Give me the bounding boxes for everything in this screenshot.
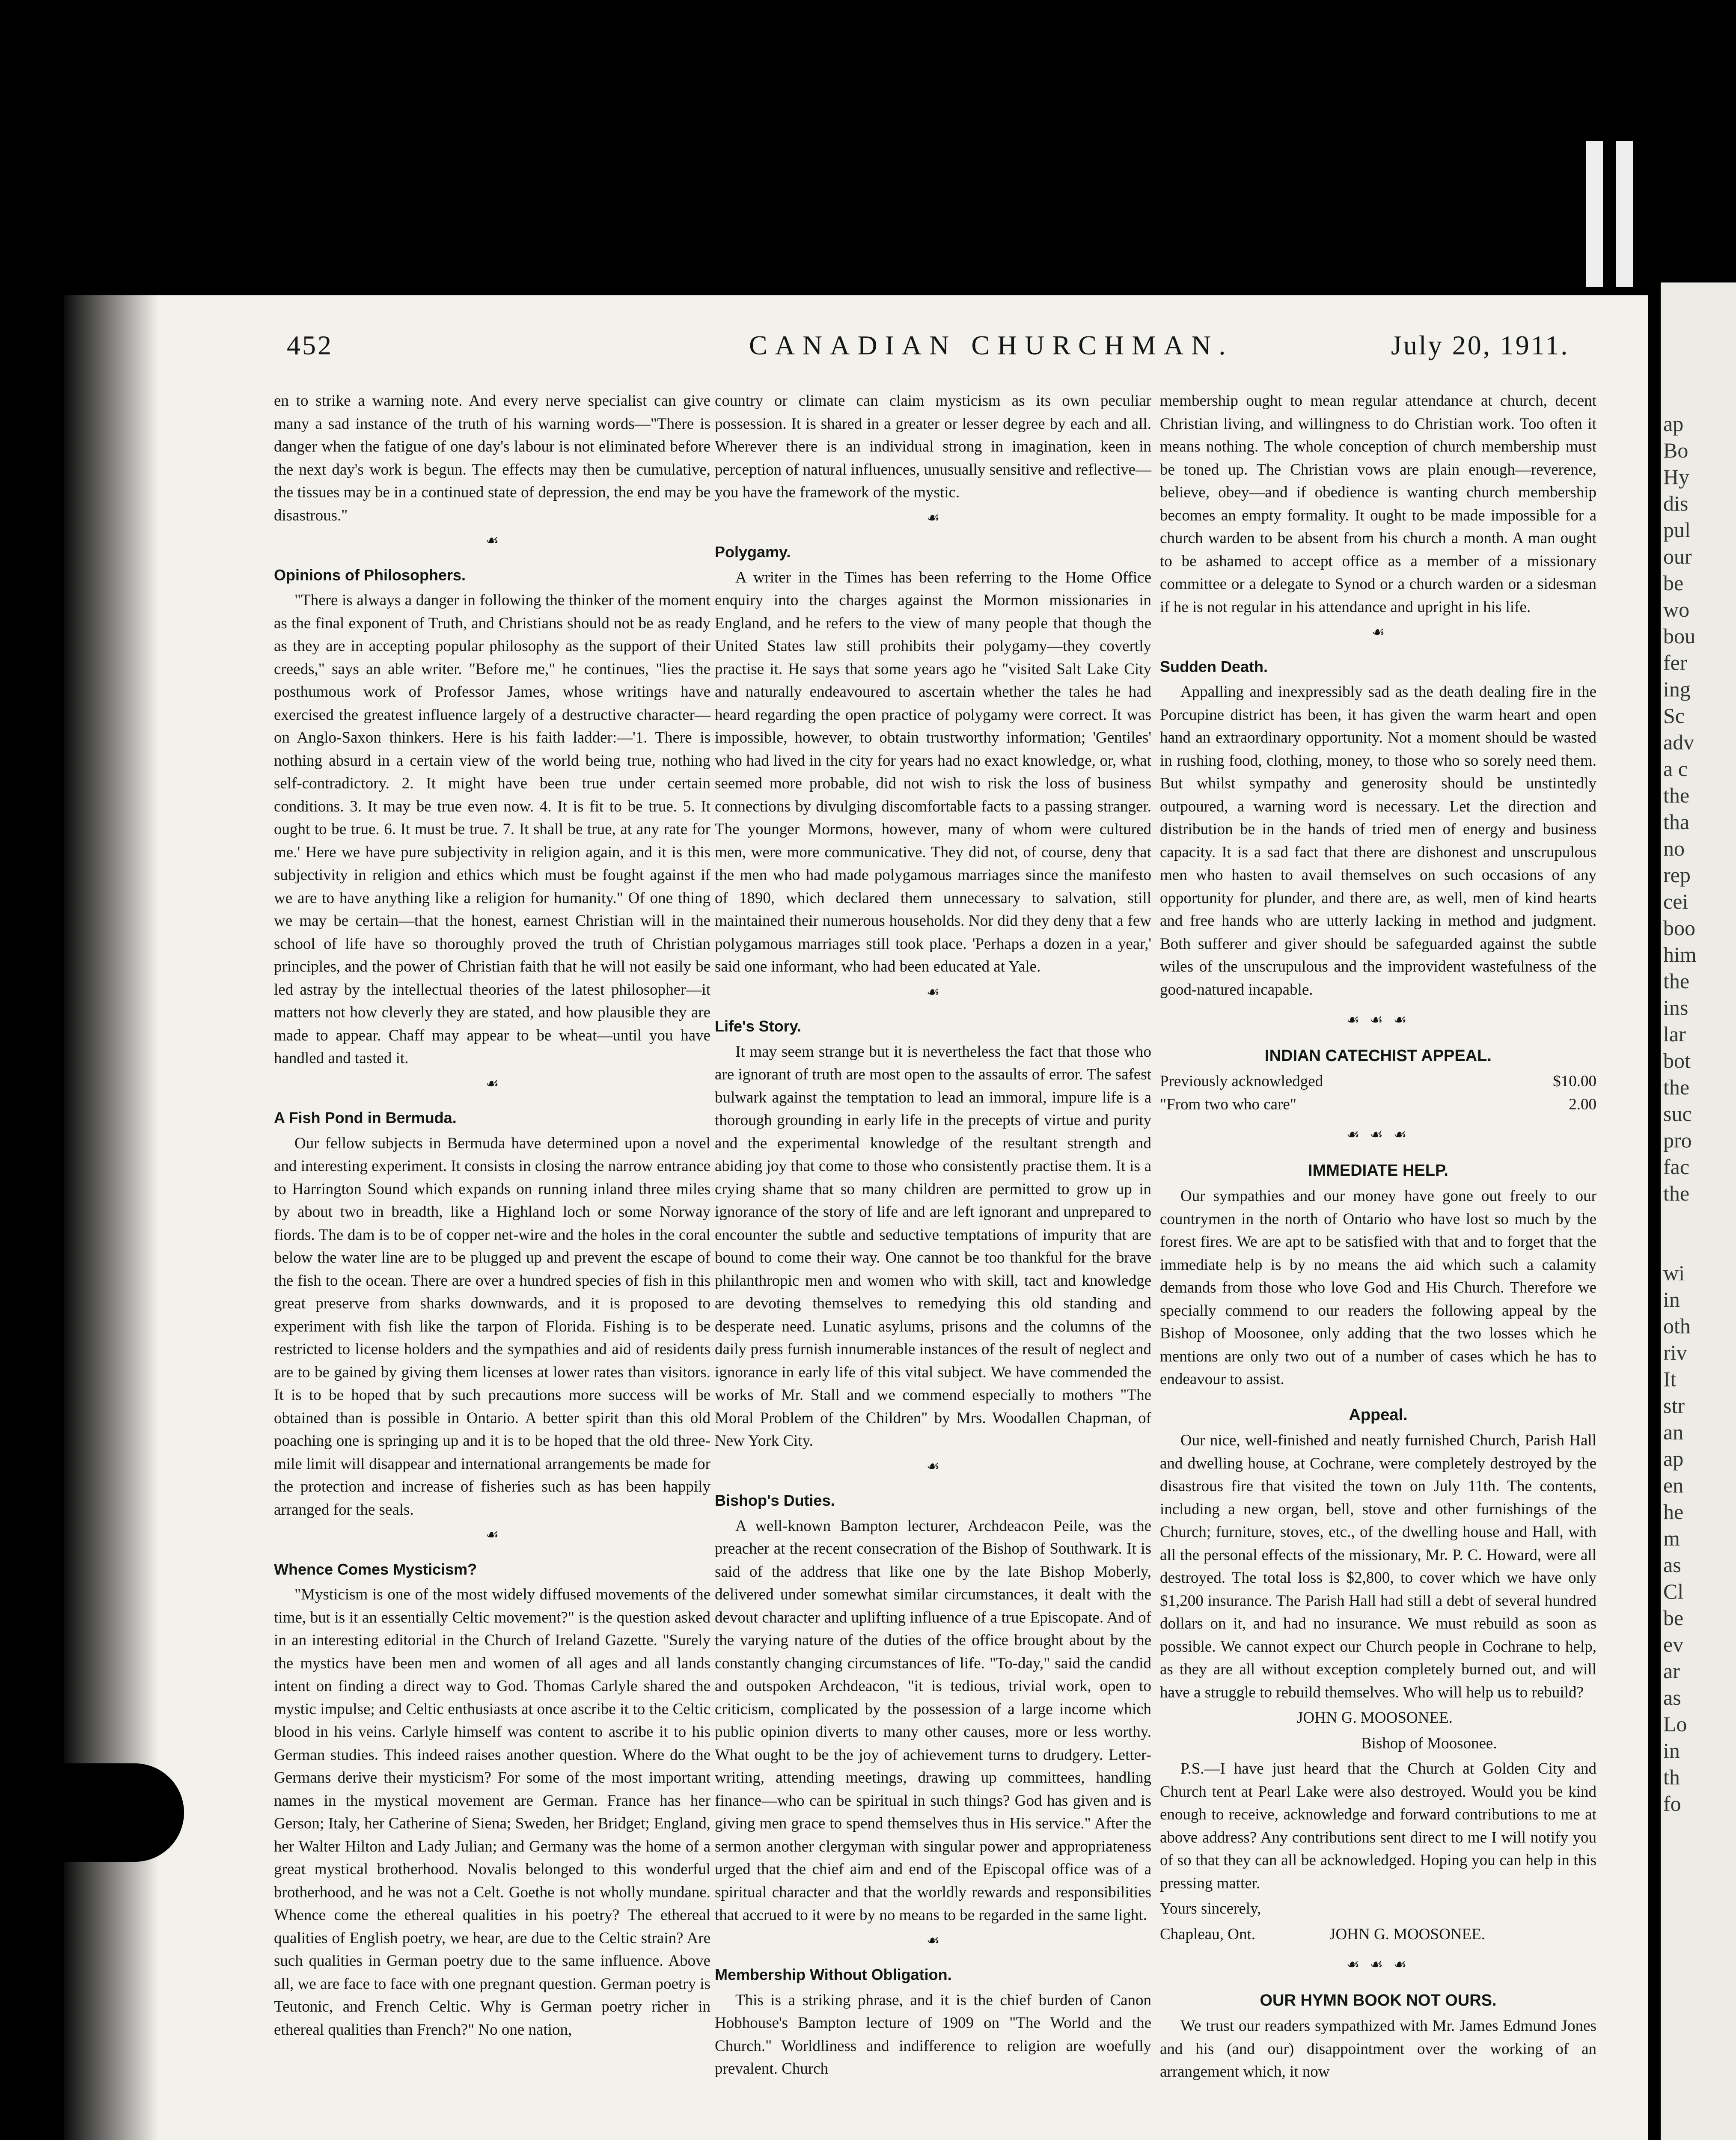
adjacent-page-fragment: boo — [1663, 916, 1695, 940]
adjacent-page-fragment: no — [1663, 836, 1685, 860]
section-heading: Whence Comes Mysticism? — [274, 1560, 477, 1578]
letter-footer — [1160, 1923, 1596, 1946]
section-heading: INDIAN CATECHIST APPEAL. — [1265, 1046, 1492, 1065]
section-body: Our nice, well-finished and neatly furnished Church, Parish Hall and dwelling house, at Cochrane, were completely destroyed by the disastrous fire that visited the town on July 11th. The contents, including a new organ, bell, stove and other furnishings of the Church; furniture, stoves, etc., of the dwelling house and Hall, with all the personal effects of the missionary, Mr. P. C. Howard, were all destroyed. The total loss is $2,800, to cover which we have only $1,200 insurance. The Parish Hall had still a debt of several hundred dollars on it, and had no insurance. We must rebuild as soon as possible. We cannot expect our Church people in Cochrane to help, as they are all without exception completely burned out, and will have a struggle to rebuild themselves. Who will help us to rebuild? — [1160, 1432, 1596, 1701]
adjacent-page-fragment: in — [1663, 1287, 1680, 1311]
ledger-amount: $10.00 — [1553, 1073, 1596, 1090]
adjacent-page-fragment: bou — [1663, 624, 1695, 648]
column-left — [274, 389, 710, 2044]
column-middle — [715, 389, 1151, 2083]
adjacent-page-fragment: ing — [1663, 677, 1691, 701]
adjacent-page-fragment: wo — [1663, 597, 1690, 621]
adjacent-page-fragment: Hy — [1663, 465, 1690, 489]
adjacent-page-fragment: ap — [1663, 1447, 1684, 1471]
section-heading: IMMEDIATE HELP. — [1308, 1161, 1448, 1180]
ledger-label: Previously acknowledged — [1160, 1073, 1323, 1090]
adjacent-page-fragment: the — [1663, 783, 1690, 807]
section-ornament: ☙ — [485, 1527, 499, 1543]
adjacent-page-fragment: suc — [1663, 1102, 1692, 1126]
section-body: We trust our readers sympathized with Mr. James Edmund Jones and his (and our) disappointment over the working of an arrangement which, it now — [1160, 2017, 1596, 2081]
ledger-amount: 2.00 — [1569, 1095, 1596, 1113]
journal-title: CANADIAN CHURCHMAN. — [749, 330, 1234, 360]
column-intro: membership ought to mean regular attendance at church, decent Christian living, and willingness to do Christian work. Too often it means nothing. The whole conception of church membership must be toned up. The Christian vows are plain enough—reverence, believe, obey—and if obedience is wanting church membership becomes an empty formality. It ought to be made impossible for a church warden to be absent from his church a month. A man ought to be ashamed to accept office as a member of a missionary committee or a delegate to Synod or a church warden or a sidesman if he is not regular in his attendance and upright in his life. — [1160, 392, 1596, 616]
section-heading: A Fish Pond in Bermuda. — [274, 1109, 457, 1126]
section-ornament: ☙ — [926, 984, 940, 1000]
adjacent-page-fragment: bot — [1663, 1049, 1691, 1073]
adjacent-page-fragment: ap — [1663, 412, 1684, 436]
section-ornament: ☙ — [926, 1932, 940, 1949]
adjacent-page-fragment: rep — [1663, 863, 1691, 887]
binding-mark — [1586, 141, 1603, 287]
adjacent-page-fragment: dis — [1663, 491, 1688, 515]
section-heading: Membership Without Obligation. — [715, 1966, 952, 1983]
section-body: A well-known Bampton lecturer, Archdeacon Peile, was the preacher at the recent consecration of the Bishop of Southwark. It is said of the address that like one by the late Bishop Moberly, delivered under somewhat similar circumstances, it dealt with the devout character and uplifting influence of a true Episcopate. And of the varying nature of the duties of the office brought about by the constantly changing circumstances of life. "To-day," said the candid and outspoken Archdeacon, "it is tedious, trivial work, open to criticism, complicated by the possession of a large income which public opinion diverts to many other causes, more or less worthy. What ought to be the joy of achievement turns to drudgery. Letter-writing, attending meetings, drawing up committees, handling finance—who can be spiritual in such things? God has given and is giving men grace to spend themselves thus in His service." After the sermon another clergyman with singular power and appropriateness urged that the chief aim and end of the Episcopal office was of a spiritual character and that the worldly rewards and responsibilities that accrued to it were by no means to be regarded in the same light. — [715, 1517, 1151, 1924]
section-heading: OUR HYMN BOOK NOT OURS. — [1260, 1991, 1497, 2009]
signature-title: Bishop of Moosonee. — [1361, 1734, 1497, 1752]
adjacent-page-fragment: Sc — [1663, 704, 1685, 728]
page-number: 452 — [287, 330, 333, 360]
section-heading: Polygamy. — [715, 543, 791, 561]
binding-clip — [64, 1763, 184, 1862]
section-body: "There is always a danger in following the thinker of the moment as the final exponent of Truth, and Christians should not be as ready as they are in accepting popular philosophy as the support of their creeds," says an able writer. "Before me," he continues, "lies the posthumous work of Professor James, whose writings have exercised the greatest influence largely of a destructive character—on Anglo-Saxon thinkers. Here is his faith ladder:—'1. There is nothing absurd in a certain view of the world being true, nothing self-contradictory. 2. It might have been true under certain conditions. 3. It may be true even now. 4. It is fit to be true. 5. It ought to be true. 6. It must be true. 7. It shall be true, at any rate for me.' Here we have pure subjectivity in religion again, and it is this subjectivity in religion and ethics which must be fought against if we are to have anything like a religion for humanity." Of one thing we may be certain—that the honest, earnest Christian will in the school of life have so thoroughly proved the truth of Christian principles, and the power of Christian faith that he will not easily be led astray by the intellectual theories of the latest philosopher—it matters not how cleverly they are stated, and how plausible they are made to appear. Chaff may appear to be wheat—until you have handled and tasted it. — [274, 591, 710, 1067]
adjacent-page-fragment: the — [1663, 1075, 1690, 1099]
section-ornament: ☙ — [1371, 624, 1385, 640]
adjacent-page-strip — [1661, 282, 1736, 2140]
adjacent-page-fragment: It — [1663, 1367, 1677, 1391]
section-heading: Opinions of Philosophers. — [274, 566, 466, 584]
section-ornament: ☙ ☙ ☙ — [1346, 1012, 1410, 1028]
adjacent-page-fragment: cei — [1663, 889, 1688, 913]
adjacent-page-fragment: as — [1663, 1685, 1681, 1709]
ledger-row — [1160, 1070, 1596, 1093]
section-body: It may seem strange but it is nevertheless the fact that those who are ignorant of truth are most open to the assaults of error. The safest bulwark against the temptation to lead an immoral, impure life is a thorough grounding in early life in the precepts of virtue and purity and the experimental knowledge of the resultant strength and abiding joy that come to those who consistently practise them. It is a crying shame that so many children are permitted to grow up in ignorance of the story of life and are left ignorant and unprepared to encounter the subtle and seductive temptations of impurity that are bound to come their way. One cannot be too thankful for the brave philanthropic men and women who with skill, tact and knowledge are devoting themselves to remedying this old standing and desperate need. Lunatic asylums, prisons and the columns of the daily press furnish innumerable instances of the result of neglect and ignorance in early life of this vital subject. We have commended the works of Mr. Stall and we commend especially to mothers "The Moral Problem of the Children" by Mrs. Woodallen Chapman, of New York City. — [715, 1043, 1151, 1450]
adjacent-page-fragment: pro — [1663, 1128, 1692, 1152]
section-heading: Appeal. — [1349, 1406, 1408, 1424]
letter-signature: JOHN G. MOOSONEE. — [1329, 1925, 1485, 1943]
section-heading: Sudden Death. — [1160, 657, 1268, 675]
section-ornament: ☙ ☙ ☙ — [1346, 1127, 1410, 1143]
letter-closing: Yours sincerely, — [1160, 1900, 1261, 1917]
section-body: Our sympathies and our money have gone out freely to our countrymen in the north of Ontario who have lost so much by the forest fires. We are apt to be satisfied with that and to forget that the immediate help is by no means the aid which such a calamity demands from those who love God and His Church. Therefore we specially commend to our readers the following appeal by the Bishop of Moosonee, only adding that the two losses which he mentions are only two out of a number of cases which he has to endeavour to assist. — [1160, 1187, 1596, 1388]
adjacent-page-fragment: ar — [1663, 1659, 1680, 1683]
adjacent-page-fragment: the — [1663, 1181, 1690, 1205]
section-body: "Mysticism is one of the most widely diffused movements of the time, but is it an essentially Celtic movement?" is the question asked in an interesting editorial in the Church of Ireland Gazette. "Surely the mystics have been men and women of all ages and all lands intent on finding a direct way to God. Thomas Carlyle shared the mystic impulse; and Celtic enthusiasts at once ascribe it to the Celtic blood in his veins. Carlyle himself was content to ascribe it to his German studies. This indeed raises another question. Where do the Germans derive their mysticism? For some of the most important names in the mystical movement are German. France has her Gerson; Italy, her Catherine of Siena; Sweden, her Bridget; England, her Walter Hilton and Lady Julian; and Germany was the home of a great mystical brotherhood. Novalis belonged to this wonderful brotherhood, and he was not a Celt. Goethe is not wholly mundane. Whence come the ethereal qualities in his poetry? The ethereal qualities of English poetry, we hear, are due to the Celtic strain? Are such qualities in German poetry due to the same influence. Above all, we are face to face with one pregnant question. German poetry is Teutonic, and French Celtic. Why is German poetry richer in ethereal qualities than French?" No one nation, — [274, 1586, 710, 2039]
adjacent-page-fragment: an — [1663, 1420, 1684, 1444]
adjacent-page-fragment: str — [1663, 1394, 1685, 1418]
adjacent-page-fragment: pul — [1663, 518, 1691, 542]
ledger-row — [1160, 1093, 1596, 1116]
adjacent-page-fragment: Bo — [1663, 438, 1688, 462]
section-heading: Bishop's Duties. — [715, 1492, 835, 1509]
adjacent-page-fragment: a c — [1663, 757, 1688, 781]
section-ornament: ☙ — [485, 533, 499, 549]
section-ornament: ☙ — [926, 1458, 940, 1474]
section-ornament: ☙ ☙ ☙ — [1346, 1957, 1410, 1973]
ledger-label: "From two who care" — [1160, 1095, 1296, 1113]
section-heading: Life's Story. — [715, 1017, 801, 1035]
section-body: Appalling and inexpressibly sad as the death dealing fire in the Porcupine district has been, it has given the warm heart and open hand an extraordinary opportunity. Not a moment should be wasted in rushing food, clothing, money, to those who so sorely need them. But whilst sympathy and generosity should be unstintedly outpoured, a warning word is necessary. Let the direction and distribution be in the hands of tried men of energy and business capacity. It is a sad fact that there are dishonest and unscrupulous men who hasten to avail themselves on such occasions of any opportunity for plunder, and there are, as well, men of kind hearts and free hands who are utterly lacking in method and judgment. Both sufferer and giver should be safeguarded against the subtle wiles of the unscrupulous and the improvident wastefulness of the good-natured incapable. — [1160, 683, 1596, 999]
column-intro: en to strike a warning note. And every nerve specialist can give many a sad instance of the truth of his warning words—"There is danger when the fatigue of one day's labour is not eliminated before the next day's work is begun. The effects may then be cumulative, the tissues may be in a continued state of depression, the end may be disastrous." — [274, 392, 710, 524]
adjacent-page-fragment: be — [1663, 1606, 1684, 1630]
adjacent-page-fragment: as — [1663, 1553, 1681, 1577]
section-body: A writer in the Times has been referring to the Home Office enquiry into the charges against the Mormon missionaries in England, and he refers to the view of many people that though the United States law still prohibits their polygamy—they covertly practise it. He says that some years ago he "visited Salt Lake City and naturally endeavoured to ascertain whether the tales he had heard regarding the open practice of polygamy were correct. It was impossible, however, to obtain trustworthy information; 'Gentiles' who had lived in the city for years had no exact knowledge, or, what seemed more probable, did not wish to risk the loss of business connections by divulging discomfortable facts to a passing stranger. The younger Mormons, however, many of whom were cultured men, were more communicative. They did not, of course, deny that the men who had made polygamous marriages since the manifesto of 1890, which declared them unnecessary to salvation, still maintained their numerous households. Nor did they deny that a few polygamous marriages still took place. 'Perhaps a dozen in a year,' said one informant, who had been educated at Yale. — [715, 568, 1151, 975]
adjacent-page-fragment: ins — [1663, 996, 1688, 1019]
adjacent-page-fragment: our — [1663, 544, 1692, 568]
adjacent-page-fragment: ev — [1663, 1632, 1684, 1656]
adjacent-page-fragment: fer — [1663, 651, 1687, 675]
column-intro: country or climate can claim mysticism as its own peculiar possession. It is shared in a greater or lesser degree by each and all. Wherever there is an individual strong in imagination, keen in perception of natural influences, unusually sensitive and reflective—you have the framework of the mystic. — [715, 392, 1151, 501]
adjacent-page-fragment: adv — [1663, 730, 1694, 754]
adjacent-page-fragment: Lo — [1663, 1712, 1687, 1736]
adjacent-page-fragment: fo — [1663, 1792, 1681, 1816]
section-body: Our fellow subjects in Bermuda have determined upon a novel and interesting experiment. It consists in closing the narrow entrance to Harrington Sound which expands on running inland three miles by about two in breadth, like a Highland loch or some Norway fiords. The dam is to be of copper net-wire and the holes in the coral below the water line are to be plugged up and prevent the escape of the fish to the ocean. There are over a hundred species of fish in this great preserve from sharks downwards, and it is proposed to experiment with fish like the tarpon of Florida. Fishing is to be restricted to license holders and the sympathies and aid of residents are to be gained by giving them licenses at lower rates than visitors. It is to be hoped that by such precautions more success will be obtained than is possible in Ontario. A better spirit than this old poaching one is springing up and it is to be hoped that the old three-mile limit will disappear and international arrangements be made for the protection and increase of fisheries such as has been happily arranged for the seals. — [274, 1134, 710, 1519]
adjacent-page-fragment: riv — [1663, 1340, 1687, 1364]
binding-mark — [1616, 141, 1633, 287]
letter-place: Chapleau, Ont. — [1160, 1925, 1255, 1943]
adjacent-page-fragment: in — [1663, 1739, 1680, 1763]
adjacent-page-fragment: tha — [1663, 810, 1690, 834]
newspaper-page — [64, 295, 1648, 2140]
postscript: P.S.—I have just heard that the Church at Golden City and Church tent at Pearl Lake were also destroyed. Would you be kind enough to receive, acknowledge and forward contributions to me at above address? Any contributions sent direct to me I will notify you of so that they can all be acknowledged. Hoping you can help in this pressing matter. — [1160, 1760, 1596, 1892]
column-right — [1160, 389, 1596, 2086]
signature-name: JOHN G. MOOSONEE. — [1297, 1709, 1453, 1727]
adjacent-page-fragment: be — [1663, 571, 1684, 595]
adjacent-page-fragment: oth — [1663, 1314, 1691, 1338]
issue-date: July 20, 1911. — [1391, 330, 1570, 360]
adjacent-page-fragment: m — [1663, 1526, 1680, 1550]
adjacent-page-fragment: th — [1663, 1765, 1680, 1789]
adjacent-page-fragment: him — [1663, 942, 1697, 966]
adjacent-page-fragment: the — [1663, 969, 1690, 993]
adjacent-page-fragment: lar — [1663, 1022, 1686, 1046]
adjacent-page-fragment: wi — [1663, 1261, 1685, 1285]
section-ornament: ☙ — [485, 1076, 499, 1092]
adjacent-page-fragment: en — [1663, 1473, 1684, 1497]
adjacent-page-fragment: fac — [1663, 1155, 1690, 1179]
section-body: This is a striking phrase, and it is the chief burden of Canon Hobhouse's Bampton lecture of 1909 on "The World and the Church." Worldliness and indifference to religion are woefully prevalent. Church — [715, 1991, 1151, 2078]
adjacent-page-fragment: Cl — [1663, 1579, 1684, 1603]
adjacent-page-fragment: he — [1663, 1500, 1684, 1524]
section-ornament: ☙ — [926, 510, 940, 526]
page-header — [64, 330, 1648, 368]
